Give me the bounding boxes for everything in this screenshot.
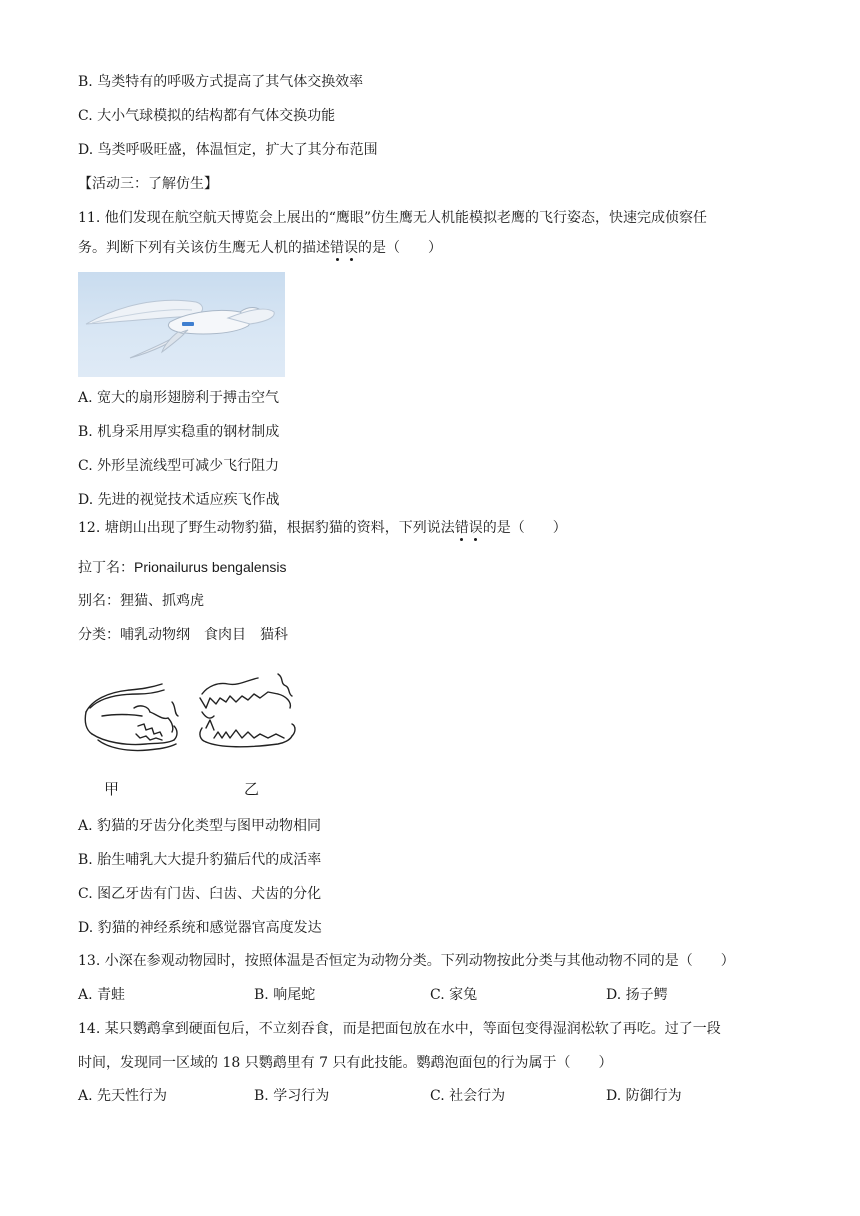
skull-jia-drawing bbox=[85, 684, 178, 751]
skull-yi-drawing bbox=[200, 674, 295, 747]
q14-options bbox=[78, 1086, 778, 1106]
q11-stem-line1: 11. 他们发现在航空航天博览会上展出的“鹰眼”仿生鹰无人机能模拟老鹰的飞行姿态，快速完成侦察任 bbox=[78, 210, 708, 226]
q12-option-c: C. 图乙牙齿有门齿、臼齿、犬齿的分化 bbox=[78, 886, 322, 902]
q11-stem-pre: 务。判断下列有关该仿生鹰无人机的描述 bbox=[78, 240, 330, 256]
q11-emphasis-char-1: 错 bbox=[330, 240, 344, 256]
q12-option-b: B. 胎生哺乳大大提升豹猫后代的成活率 bbox=[78, 852, 322, 868]
q14-option-d: D. 防御行为 bbox=[606, 1088, 682, 1104]
q13-option-b: B. 响尾蛇 bbox=[254, 987, 316, 1003]
q13-stem: 13. 小深在参观动物园时，按照体温是否恒定为动物分类。下列动物按此分类与其他动物不同的是（ ） bbox=[78, 953, 735, 969]
q12-latin-name: Prionailurus bengalensis bbox=[134, 559, 287, 575]
q13-option-a: A. 青蛙 bbox=[78, 987, 126, 1003]
q11-emphasis-char-2: 误 bbox=[344, 240, 358, 256]
q14-option-a: A. 先天性行为 bbox=[78, 1088, 168, 1104]
q14-stem-line2: 时间，发现同一区域的 18 只鹦鹉里有 7 只有此技能。鹦鹉泡面包的行为属于（ ） bbox=[78, 1055, 613, 1071]
q12-option-d: D. 豹猫的神经系统和感觉器官高度发达 bbox=[78, 920, 322, 936]
activity3-heading: 【活动三：了解仿生】 bbox=[78, 176, 218, 192]
q12-emphasis-char-1: 错 bbox=[454, 520, 469, 536]
skull-figure bbox=[78, 668, 308, 803]
drone-photo bbox=[78, 272, 285, 377]
q12-stem bbox=[78, 518, 567, 538]
bionic-eagle-drone-image bbox=[78, 272, 285, 377]
skull-drawings bbox=[78, 668, 308, 768]
q14-option-c: C. 社会行为 bbox=[430, 1088, 506, 1104]
q12-latin-name-line bbox=[78, 557, 287, 578]
q12-classification: 分类：哺乳动物纲 食肉目 猫科 bbox=[78, 627, 288, 643]
q13-options bbox=[78, 985, 778, 1005]
q11-stem-line2 bbox=[78, 238, 442, 258]
q14-stem-line1: 14. 某只鹦鹉拿到硬面包后，不立刻吞食，而是把面包放在水中，等面包变得湿润松软了再吃。过了一段 bbox=[78, 1021, 721, 1037]
q10-option-c: C. 大小气球模拟的结构都有气体交换功能 bbox=[78, 108, 336, 124]
q12-stem-pre: 12. 塘朗山出现了野生动物豹猫，根据豹猫的资料，下列说法 bbox=[78, 520, 455, 536]
q14-option-b: B. 学习行为 bbox=[254, 1088, 330, 1104]
q10-option-d: D. 鸟类呼吸旺盛，体温恒定，扩大了其分布范围 bbox=[78, 142, 378, 158]
q11-stem-post: 的是（ ） bbox=[358, 240, 442, 256]
q11-option-a: A. 宽大的扇形翅膀利于搏击空气 bbox=[78, 390, 280, 406]
q13-option-c: C. 家兔 bbox=[430, 987, 478, 1003]
q12-option-a: A. 豹猫的牙齿分化类型与图甲动物相同 bbox=[78, 818, 322, 834]
q11-option-d: D. 先进的视觉技术适应疾飞作战 bbox=[78, 492, 280, 508]
figure-label-yi: 乙 bbox=[244, 780, 260, 798]
q12-latin-label: 拉丁名： bbox=[78, 560, 134, 576]
q12-emphasis-char-2: 误 bbox=[468, 520, 483, 536]
q13-option-d: D. 扬子鳄 bbox=[606, 987, 668, 1003]
q12-alias: 别名：狸猫、抓鸡虎 bbox=[78, 593, 204, 609]
q10-option-b: B. 鸟类特有的呼吸方式提高了其气体交换效率 bbox=[78, 74, 364, 90]
q12-stem-post: 的是（ ） bbox=[482, 520, 567, 536]
q11-option-b: B. 机身采用厚实稳重的钢材制成 bbox=[78, 424, 280, 440]
figure-label-jia: 甲 bbox=[104, 780, 120, 798]
q11-option-c: C. 外形呈流线型可减少飞行阻力 bbox=[78, 458, 280, 474]
